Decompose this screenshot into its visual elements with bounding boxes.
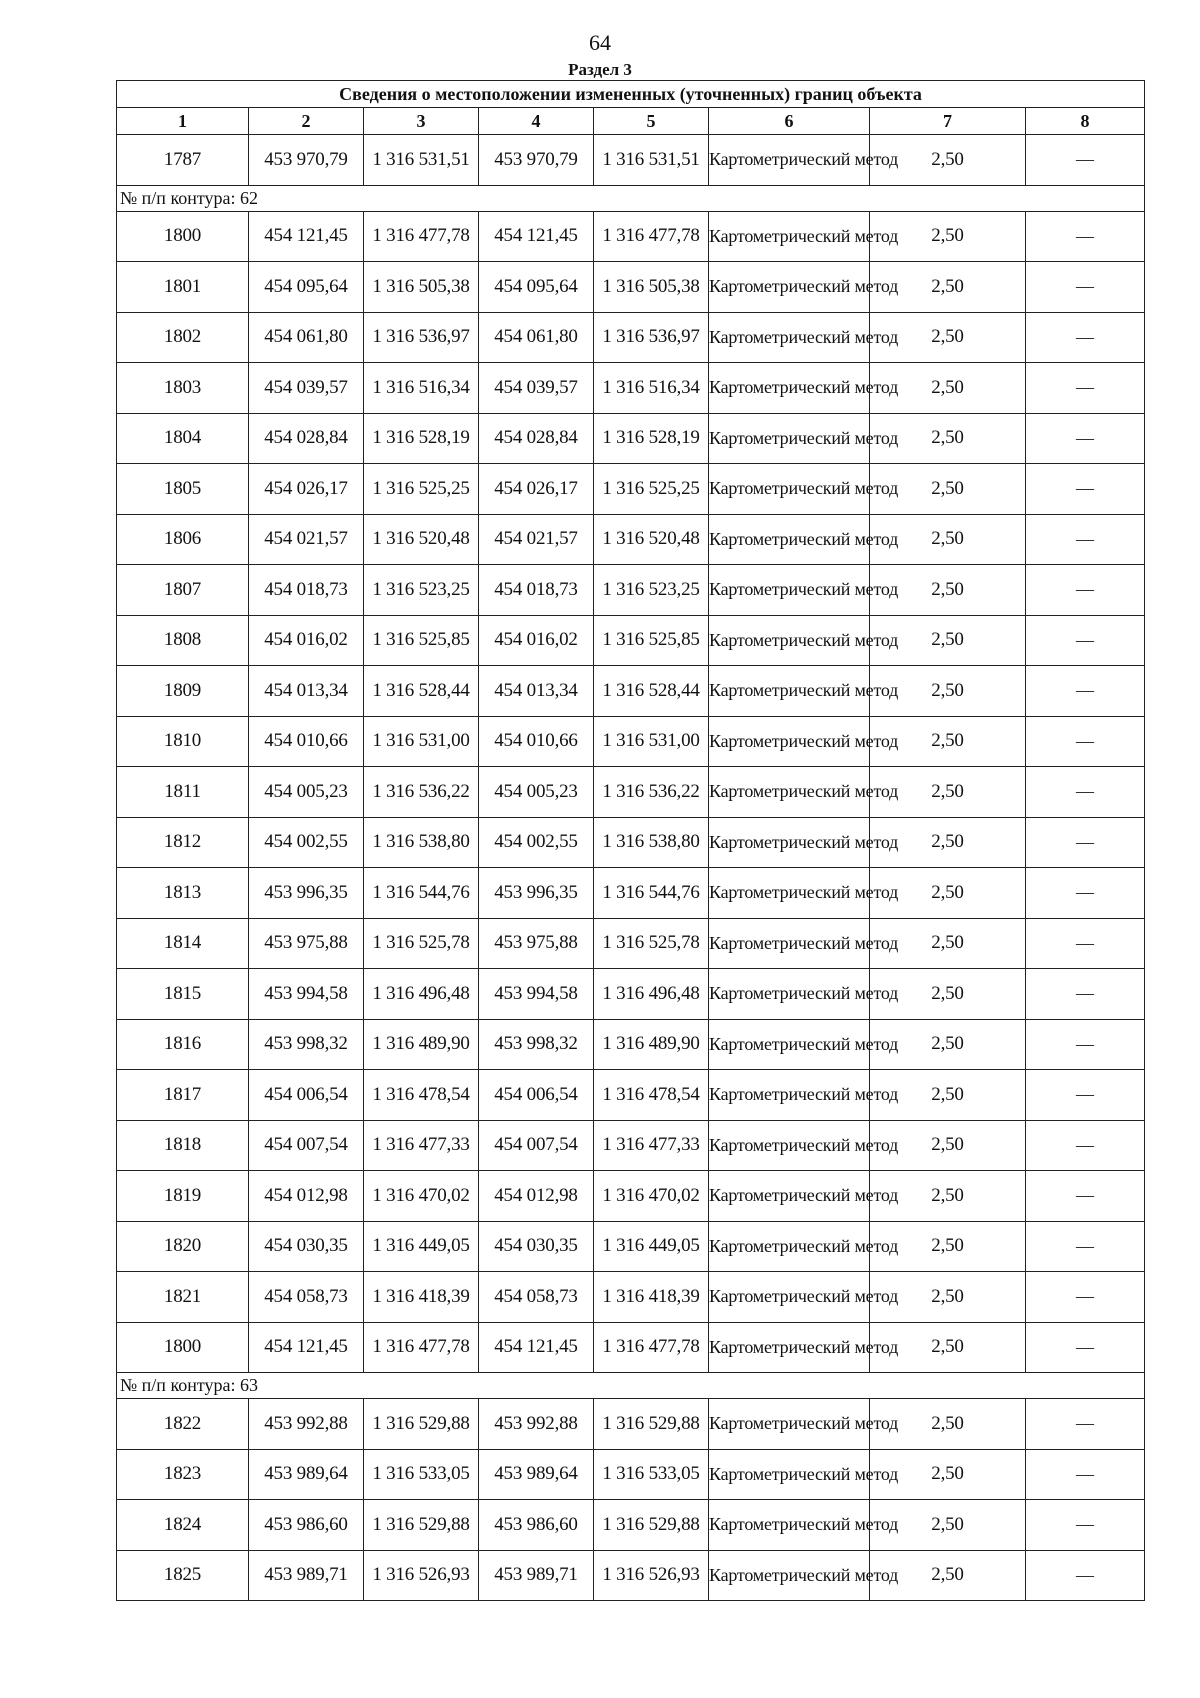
refined-y-cell: 1 316 516,34	[594, 363, 709, 414]
point-number-cell: 1807	[117, 565, 249, 616]
accuracy-cell: 2,50	[870, 716, 1026, 767]
accuracy-cell: 2,50	[870, 565, 1026, 616]
existing-y-cell: 1 316 538,80	[364, 817, 479, 868]
point-number-cell: 1810	[117, 716, 249, 767]
refined-y-cell: 1 316 526,93	[594, 1550, 709, 1601]
refined-y-cell: 1 316 496,48	[594, 969, 709, 1020]
accuracy-cell: 2,50	[870, 1500, 1026, 1551]
accuracy-cell: 2,50	[870, 363, 1026, 414]
method-cell: Картометрический метод	[709, 413, 870, 464]
existing-x-cell: 453 992,88	[249, 1399, 364, 1450]
existing-y-cell: 1 316 516,34	[364, 363, 479, 414]
existing-y-cell: 1 316 449,05	[364, 1221, 479, 1272]
table-row	[117, 1019, 1145, 1070]
refined-y-cell: 1 316 478,54	[594, 1070, 709, 1121]
existing-y-cell: 1 316 525,78	[364, 918, 479, 969]
table-caption: Сведения о местоположении измененных (уточненных) границ объекта	[117, 81, 1145, 108]
method-cell: Картометрический метод	[709, 1019, 870, 1070]
table-row	[117, 868, 1145, 919]
table-row	[117, 211, 1145, 262]
point-number-cell: 1813	[117, 868, 249, 919]
point-number-cell: 1820	[117, 1221, 249, 1272]
method-cell: Картометрический метод	[709, 969, 870, 1020]
refined-x-cell: 453 989,64	[479, 1449, 594, 1500]
existing-y-cell: 1 316 529,88	[364, 1399, 479, 1450]
refined-x-cell: 454 061,80	[479, 312, 594, 363]
existing-x-cell: 454 016,02	[249, 615, 364, 666]
method-cell: Картометрический метод	[709, 262, 870, 313]
existing-x-cell: 454 012,98	[249, 1171, 364, 1222]
accuracy-cell: 2,50	[870, 1221, 1026, 1272]
table-body	[117, 81, 1145, 1601]
existing-y-cell: 1 316 525,25	[364, 464, 479, 515]
accuracy-cell: 2,50	[870, 1171, 1026, 1222]
column-number-row	[117, 108, 1145, 135]
table-row	[117, 1550, 1145, 1601]
point-number-cell: 1787	[117, 135, 249, 186]
accuracy-cell: 2,50	[870, 767, 1026, 818]
existing-x-cell: 454 013,34	[249, 666, 364, 717]
method-cell: Картометрический метод	[709, 1399, 870, 1450]
existing-y-cell: 1 316 531,00	[364, 716, 479, 767]
accuracy-cell: 2,50	[870, 1399, 1026, 1450]
accuracy-cell: 2,50	[870, 514, 1026, 565]
point-number-cell: 1804	[117, 413, 249, 464]
table-row	[117, 514, 1145, 565]
accuracy-cell: 2,50	[870, 666, 1026, 717]
method-cell: Картометрический метод	[709, 514, 870, 565]
description-cell: —	[1026, 1120, 1145, 1171]
description-cell: —	[1026, 565, 1145, 616]
point-number-cell: 1817	[117, 1070, 249, 1121]
point-number-cell: 1822	[117, 1399, 249, 1450]
method-cell: Картометрический метод	[709, 1550, 870, 1601]
refined-x-cell: 454 021,57	[479, 514, 594, 565]
method-cell: Картометрический метод	[709, 1221, 870, 1272]
page-number: 64	[589, 30, 611, 55]
method-cell: Картометрический метод	[709, 716, 870, 767]
existing-x-cell: 454 006,54	[249, 1070, 364, 1121]
refined-x-cell: 454 028,84	[479, 413, 594, 464]
column-number: 5	[594, 108, 709, 135]
accuracy-cell: 2,50	[870, 413, 1026, 464]
description-cell: —	[1026, 312, 1145, 363]
refined-x-cell: 454 007,54	[479, 1120, 594, 1171]
existing-x-cell: 453 998,32	[249, 1019, 364, 1070]
accuracy-cell: 2,50	[870, 615, 1026, 666]
existing-x-cell: 453 989,71	[249, 1550, 364, 1601]
description-cell: —	[1026, 1550, 1145, 1601]
description-cell: —	[1026, 262, 1145, 313]
point-number-cell: 1825	[117, 1550, 249, 1601]
description-cell: —	[1026, 1171, 1145, 1222]
refined-x-cell: 453 989,71	[479, 1550, 594, 1601]
refined-x-cell: 454 121,45	[479, 211, 594, 262]
accuracy-cell: 2,50	[870, 1019, 1026, 1070]
contour-row	[117, 185, 1145, 211]
refined-y-cell: 1 316 533,05	[594, 1449, 709, 1500]
table-caption-row	[117, 81, 1145, 108]
existing-y-cell: 1 316 536,22	[364, 767, 479, 818]
existing-y-cell: 1 316 489,90	[364, 1019, 479, 1070]
point-number-cell: 1800	[117, 1322, 249, 1373]
refined-x-cell: 453 970,79	[479, 135, 594, 186]
existing-x-cell: 453 975,88	[249, 918, 364, 969]
column-number: 4	[479, 108, 594, 135]
accuracy-cell: 2,50	[870, 312, 1026, 363]
existing-x-cell: 453 996,35	[249, 868, 364, 919]
column-number: 2	[249, 108, 364, 135]
column-number: 6	[709, 108, 870, 135]
existing-y-cell: 1 316 505,38	[364, 262, 479, 313]
table-row	[117, 666, 1145, 717]
column-number: 7	[870, 108, 1026, 135]
point-number-cell: 1816	[117, 1019, 249, 1070]
refined-y-cell: 1 316 529,88	[594, 1500, 709, 1551]
refined-x-cell: 454 013,34	[479, 666, 594, 717]
description-cell: —	[1026, 716, 1145, 767]
method-cell: Картометрический метод	[709, 211, 870, 262]
method-cell: Картометрический метод	[709, 918, 870, 969]
point-number-cell: 1802	[117, 312, 249, 363]
existing-y-cell: 1 316 523,25	[364, 565, 479, 616]
method-cell: Картометрический метод	[709, 1322, 870, 1373]
table-row	[117, 1399, 1145, 1450]
description-cell: —	[1026, 615, 1145, 666]
method-cell: Картометрический метод	[709, 363, 870, 414]
existing-x-cell: 454 021,57	[249, 514, 364, 565]
refined-x-cell: 453 986,60	[479, 1500, 594, 1551]
refined-x-cell: 454 012,98	[479, 1171, 594, 1222]
existing-y-cell: 1 316 477,78	[364, 1322, 479, 1373]
refined-y-cell: 1 316 528,44	[594, 666, 709, 717]
description-cell: —	[1026, 464, 1145, 515]
accuracy-cell: 2,50	[870, 262, 1026, 313]
existing-y-cell: 1 316 528,19	[364, 413, 479, 464]
existing-x-cell: 454 002,55	[249, 817, 364, 868]
refined-y-cell: 1 316 470,02	[594, 1171, 709, 1222]
table-row	[117, 1120, 1145, 1171]
table-row	[117, 363, 1145, 414]
existing-x-cell: 454 005,23	[249, 767, 364, 818]
refined-y-cell: 1 316 489,90	[594, 1019, 709, 1070]
existing-y-cell: 1 316 478,54	[364, 1070, 479, 1121]
existing-x-cell: 454 026,17	[249, 464, 364, 515]
existing-y-cell: 1 316 544,76	[364, 868, 479, 919]
description-cell: —	[1026, 413, 1145, 464]
existing-x-cell: 453 986,60	[249, 1500, 364, 1551]
accuracy-cell: 2,50	[870, 969, 1026, 1020]
refined-x-cell: 453 998,32	[479, 1019, 594, 1070]
refined-y-cell: 1 316 536,22	[594, 767, 709, 818]
refined-x-cell: 454 016,02	[479, 615, 594, 666]
table-row	[117, 1449, 1145, 1500]
description-cell: —	[1026, 135, 1145, 186]
refined-y-cell: 1 316 520,48	[594, 514, 709, 565]
description-cell: —	[1026, 1322, 1145, 1373]
existing-y-cell: 1 316 477,33	[364, 1120, 479, 1171]
refined-y-cell: 1 316 523,25	[594, 565, 709, 616]
accuracy-cell: 2,50	[870, 1120, 1026, 1171]
refined-x-cell: 454 039,57	[479, 363, 594, 414]
description-cell: —	[1026, 1500, 1145, 1551]
accuracy-cell: 2,50	[870, 868, 1026, 919]
description-cell: —	[1026, 1449, 1145, 1500]
description-cell: —	[1026, 1272, 1145, 1323]
refined-y-cell: 1 316 531,51	[594, 135, 709, 186]
refined-x-cell: 454 026,17	[479, 464, 594, 515]
point-number-cell: 1812	[117, 817, 249, 868]
table-row	[117, 1171, 1145, 1222]
existing-y-cell: 1 316 470,02	[364, 1171, 479, 1222]
point-number-cell: 1815	[117, 969, 249, 1020]
existing-x-cell: 454 030,35	[249, 1221, 364, 1272]
method-cell: Картометрический метод	[709, 1171, 870, 1222]
refined-x-cell: 453 992,88	[479, 1399, 594, 1450]
description-cell: —	[1026, 969, 1145, 1020]
refined-y-cell: 1 316 477,33	[594, 1120, 709, 1171]
method-cell: Картометрический метод	[709, 1070, 870, 1121]
point-number-cell: 1818	[117, 1120, 249, 1171]
point-number-cell: 1808	[117, 615, 249, 666]
section-title: Раздел 3	[568, 60, 632, 79]
accuracy-cell: 2,50	[870, 211, 1026, 262]
refined-y-cell: 1 316 525,85	[594, 615, 709, 666]
refined-x-cell: 454 058,73	[479, 1272, 594, 1323]
table-row	[117, 262, 1145, 313]
table-row	[117, 1322, 1145, 1373]
method-cell: Картометрический метод	[709, 1500, 870, 1551]
table-row	[117, 716, 1145, 767]
refined-x-cell: 454 005,23	[479, 767, 594, 818]
refined-x-cell: 454 006,54	[479, 1070, 594, 1121]
table-row	[117, 464, 1145, 515]
table-row	[117, 767, 1145, 818]
method-cell: Картометрический метод	[709, 1449, 870, 1500]
existing-x-cell: 453 994,58	[249, 969, 364, 1020]
point-number-cell: 1811	[117, 767, 249, 818]
point-number-cell: 1805	[117, 464, 249, 515]
existing-x-cell: 454 039,57	[249, 363, 364, 414]
refined-y-cell: 1 316 477,78	[594, 1322, 709, 1373]
point-number-cell: 1806	[117, 514, 249, 565]
contour-row	[117, 1373, 1145, 1399]
description-cell: —	[1026, 817, 1145, 868]
refined-y-cell: 1 316 538,80	[594, 817, 709, 868]
refined-y-cell: 1 316 525,25	[594, 464, 709, 515]
contour-label: № п/п контура: 62	[117, 185, 1145, 211]
accuracy-cell: 2,50	[870, 464, 1026, 515]
refined-y-cell: 1 316 418,39	[594, 1272, 709, 1323]
refined-x-cell: 454 018,73	[479, 565, 594, 616]
table-row	[117, 413, 1145, 464]
refined-y-cell: 1 316 544,76	[594, 868, 709, 919]
description-cell: —	[1026, 868, 1145, 919]
method-cell: Картометрический метод	[709, 464, 870, 515]
existing-x-cell: 454 028,84	[249, 413, 364, 464]
existing-x-cell: 454 121,45	[249, 1322, 364, 1373]
refined-x-cell: 454 010,66	[479, 716, 594, 767]
existing-y-cell: 1 316 496,48	[364, 969, 479, 1020]
method-cell: Картометрический метод	[709, 817, 870, 868]
existing-x-cell: 454 095,64	[249, 262, 364, 313]
accuracy-cell: 2,50	[870, 1322, 1026, 1373]
point-number-cell: 1819	[117, 1171, 249, 1222]
existing-y-cell: 1 316 533,05	[364, 1449, 479, 1500]
refined-x-cell: 454 002,55	[479, 817, 594, 868]
refined-y-cell: 1 316 477,78	[594, 211, 709, 262]
table-row	[117, 1221, 1145, 1272]
table-row	[117, 565, 1145, 616]
description-cell: —	[1026, 514, 1145, 565]
table-row	[117, 312, 1145, 363]
refined-x-cell: 453 975,88	[479, 918, 594, 969]
boundary-coordinates-table	[116, 80, 1145, 1601]
refined-y-cell: 1 316 536,97	[594, 312, 709, 363]
refined-y-cell: 1 316 529,88	[594, 1399, 709, 1450]
existing-x-cell: 454 007,54	[249, 1120, 364, 1171]
existing-x-cell: 454 061,80	[249, 312, 364, 363]
method-cell: Картометрический метод	[709, 1272, 870, 1323]
refined-x-cell: 454 121,45	[479, 1322, 594, 1373]
point-number-cell: 1803	[117, 363, 249, 414]
refined-x-cell: 453 996,35	[479, 868, 594, 919]
refined-y-cell: 1 316 528,19	[594, 413, 709, 464]
existing-y-cell: 1 316 520,48	[364, 514, 479, 565]
description-cell: —	[1026, 918, 1145, 969]
existing-y-cell: 1 316 529,88	[364, 1500, 479, 1551]
description-cell: —	[1026, 767, 1145, 818]
refined-x-cell: 454 030,35	[479, 1221, 594, 1272]
column-number: 1	[117, 108, 249, 135]
existing-x-cell: 454 018,73	[249, 565, 364, 616]
existing-x-cell: 454 121,45	[249, 211, 364, 262]
table-row	[117, 135, 1145, 186]
table-row	[117, 615, 1145, 666]
existing-y-cell: 1 316 536,97	[364, 312, 479, 363]
refined-y-cell: 1 316 505,38	[594, 262, 709, 313]
method-cell: Картометрический метод	[709, 565, 870, 616]
method-cell: Картометрический метод	[709, 135, 870, 186]
column-number: 8	[1026, 108, 1145, 135]
table-row	[117, 817, 1145, 868]
refined-x-cell: 453 994,58	[479, 969, 594, 1020]
description-cell: —	[1026, 1070, 1145, 1121]
existing-x-cell: 453 970,79	[249, 135, 364, 186]
method-cell: Картометрический метод	[709, 767, 870, 818]
accuracy-cell: 2,50	[870, 135, 1026, 186]
existing-y-cell: 1 316 418,39	[364, 1272, 479, 1323]
method-cell: Картометрический метод	[709, 615, 870, 666]
accuracy-cell: 2,50	[870, 918, 1026, 969]
accuracy-cell: 2,50	[870, 1449, 1026, 1500]
refined-y-cell: 1 316 449,05	[594, 1221, 709, 1272]
accuracy-cell: 2,50	[870, 1070, 1026, 1121]
accuracy-cell: 2,50	[870, 1272, 1026, 1323]
method-cell: Картометрический метод	[709, 868, 870, 919]
method-cell: Картометрический метод	[709, 1120, 870, 1171]
existing-x-cell: 453 989,64	[249, 1449, 364, 1500]
existing-y-cell: 1 316 525,85	[364, 615, 479, 666]
table-row	[117, 1272, 1145, 1323]
point-number-cell: 1809	[117, 666, 249, 717]
method-cell: Картометрический метод	[709, 312, 870, 363]
point-number-cell: 1801	[117, 262, 249, 313]
description-cell: —	[1026, 1019, 1145, 1070]
description-cell: —	[1026, 211, 1145, 262]
refined-x-cell: 454 095,64	[479, 262, 594, 313]
contour-label: № п/п контура: 63	[117, 1373, 1145, 1399]
table-row	[117, 969, 1145, 1020]
point-number-cell: 1821	[117, 1272, 249, 1323]
existing-x-cell: 454 010,66	[249, 716, 364, 767]
point-number-cell: 1814	[117, 918, 249, 969]
accuracy-cell: 2,50	[870, 817, 1026, 868]
description-cell: —	[1026, 1399, 1145, 1450]
point-number-cell: 1823	[117, 1449, 249, 1500]
description-cell: —	[1026, 363, 1145, 414]
existing-x-cell: 454 058,73	[249, 1272, 364, 1323]
point-number-cell: 1824	[117, 1500, 249, 1551]
table-row	[117, 1070, 1145, 1121]
table-row	[117, 1500, 1145, 1551]
column-number: 3	[364, 108, 479, 135]
existing-y-cell: 1 316 526,93	[364, 1550, 479, 1601]
description-cell: —	[1026, 1221, 1145, 1272]
existing-y-cell: 1 316 528,44	[364, 666, 479, 717]
refined-y-cell: 1 316 525,78	[594, 918, 709, 969]
refined-y-cell: 1 316 531,00	[594, 716, 709, 767]
description-cell: —	[1026, 666, 1145, 717]
existing-y-cell: 1 316 531,51	[364, 135, 479, 186]
table-row	[117, 918, 1145, 969]
method-cell: Картометрический метод	[709, 666, 870, 717]
existing-y-cell: 1 316 477,78	[364, 211, 479, 262]
point-number-cell: 1800	[117, 211, 249, 262]
accuracy-cell: 2,50	[870, 1550, 1026, 1601]
